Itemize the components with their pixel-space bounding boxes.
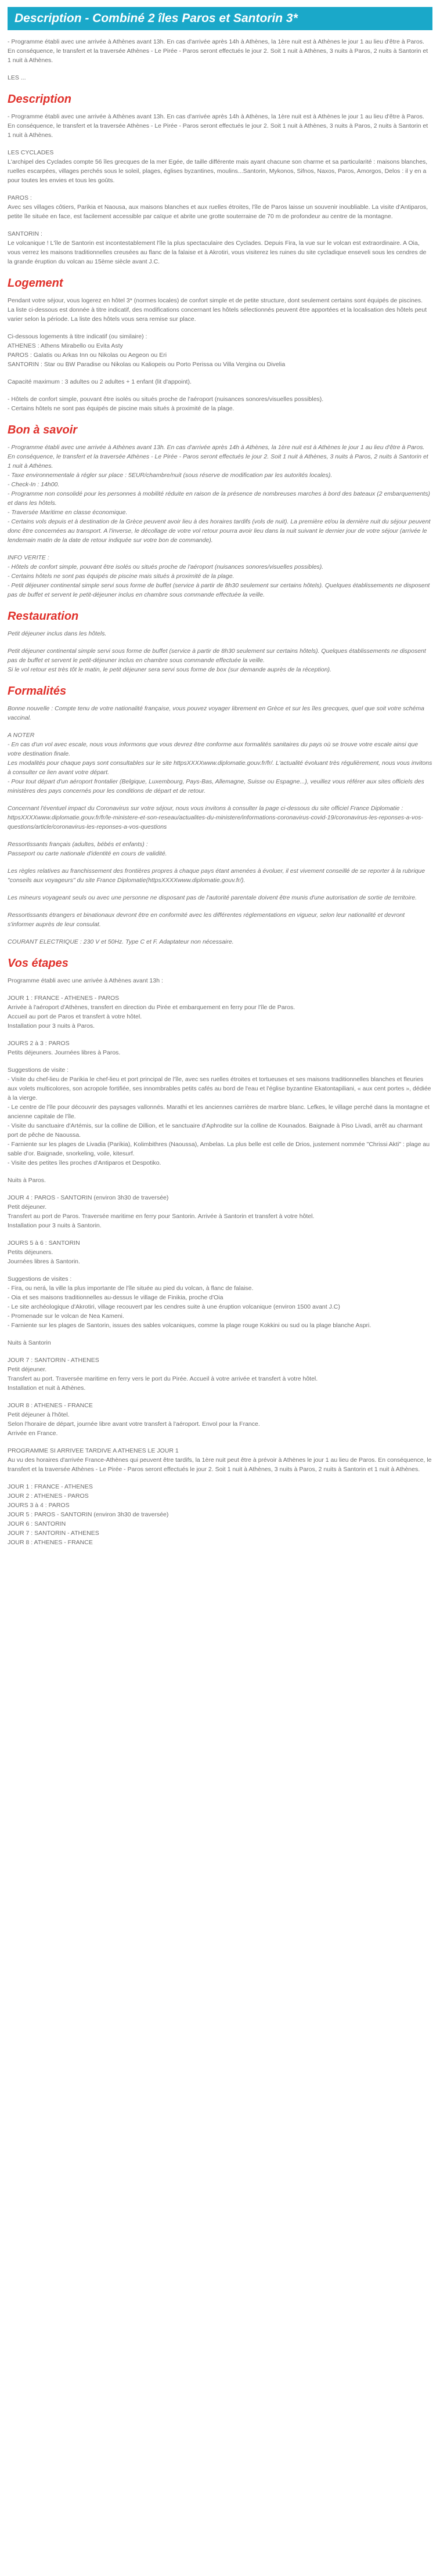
section <box>8 424 432 599</box>
intro <box>8 37 432 82</box>
section <box>8 93 432 266</box>
section-paragraph: Pendant votre séjour, vous logerez en hôtel 3* (normes locales) de confort simple et de petite structure, dont seulement certains sont équipés de piscines. La liste ci-dessous est donnée à titre indicatif, des modifications concernant les hôtels sélectionnés peuvent être apportées et la localisation des hôtels peut varier selon la période. La liste des hôtels vous sera remise sur place. <box>8 297 427 323</box>
section-paragraph: A NOTER - En cas d'un vol avec escale, nous vous informons que vous devrez être conforme aux formalités sanitaires du pays où se trouve votre escale ainsi que votre destination finale. Les modalités pour chaque pays sont consultables sur le site httpsXXXXwww.diplomatie.gouv.fr/fr/. L'actualité évoluant très régulièrement, nous vous invitons à consulter ce lien avant votre départ. - Pour tout départ d'un aéroport frontalier (Belgique, Luxembourg, Pays-Bas, Allemagne, Suisse ou Espagne...), veuillez vous référer aux sites officiels des ministères des pays concernés pour les conditions de départ et de retour. <box>8 732 432 794</box>
section-paragraph: Programme établi avec une arrivée à Athènes avant 13h : <box>8 977 163 984</box>
section-heading: Restauration <box>8 610 79 623</box>
section-paragraph: JOUR 1 : FRANCE - ATHENES - PAROS Arrivée à l'aéroport d'Athènes, transfert en direction du Pirée et embarquement en ferry pour l'île de Paros. Accueil au port de Paros et transfert à votre hôtel. Installation pour 3 nuits à Paros. <box>8 995 295 1029</box>
section-paragraph: Ci-dessous logements à titre indicatif (ou similaire) : ATHENES : Athens Mirabello ou Evita Asty PAROS : Galatis ou Arkas Inn ou Nikolas ou Aegeon ou Eri SANTORIN : Star ou BW Paradise ou Nikolas ou Kaliopeis ou Porto Perissa ou Villa Vergina ou Divelia <box>8 333 286 368</box>
section-heading: Description <box>8 93 72 106</box>
section-paragraph: INFO VERITE : - Hôtels de confort simple, pouvant être isolés ou situés proche de l'aéroport (nuisances sonores/visuelles possibles). - Certains hôtels ne sont pas équipés de piscine mais situés à proximité de la plage. - Petit déjeuner continental simple servi sous forme de buffet (service à partir de 8h30 seulement sur certains hôtels). Quelques établissements ne disposent pas de buffet et servent le petit-déjeuner inclus en chambre sous commande effectuée la veille. <box>8 554 430 598</box>
section-paragraph: JOUR 7 : SANTORIN - ATHENES Petit déjeuner. Transfert au port. Traversée maritime en ferry vers le port du Pirée. Accueil à votre arrivée et transfert à votre hôtel. Installation et nuit à Athènes. <box>8 1357 318 1392</box>
section-paragraph: JOUR 4 : PAROS - SANTORIN (environ 3h30 de traversée) Petit déjeuner. Transfert au port de Paros. Traversée maritime en ferry pour Santorin. Arrivée à Santorin et transfert à votre hôtel. Installation pour 3 nuits à Santorin. <box>8 1194 315 1229</box>
section-paragraph: JOUR 1 : FRANCE - ATHENES JOUR 2 : ATHENES - PAROS JOURS 3 à 4 : PAROS JOUR 5 : PAROS - SANTORIN (environ 3h30 de traversée) JOUR 6 : SANTORIN JOUR 7 : SANTORIN - ATHENES JOUR 8 : ATHENES - FRANCE <box>8 1483 169 1546</box>
section-paragraph: Suggestions de visites : - Fira, ou nerá, la ville la plus importante de l'île située au pied du volcan, à flanc de falaise. - Oia et ses maisons traditionnelles au-dessus le village de Finikia, proche d'Oia - Le site archéologique d'Akrotiri, village recouvert par les cendres suite à une éruption volcanique (environ 1500 avant J.C) - Promenade sur le volcan de Nea Kameni. - Farniente sur les plages de Santorin, issues des sables volcaniques, comme la plage rouge Kokkini ou sud ou la plage blanche Aspri. <box>8 1276 372 1329</box>
section-paragraph: SANTORIN : Le volcanique ! L'île de Santorin est incontestablement l'île la plus spectaculaire des Cyclades. Depuis Fira, la vue sur le volcan est extraordinaire. A Oia, vous verrez les maisons traditionnelles creusées au flanc de la falaise et à Akrotiri, vous visiterez les ruines du site cycladique enseveli sous les cendres de la grande éruption du volcan au 15ème siècle avant J.C. <box>8 230 427 265</box>
section-paragraph: Petit déjeuner inclus dans les hôtels. <box>8 630 107 637</box>
section <box>8 277 432 413</box>
section-paragraph: Bonne nouvelle : Compte tenu de votre nationalité française, vous pouvez voyager librement en Grèce et sur les îles grecques, quel que soit votre schéma vaccinal. <box>8 705 424 721</box>
section-paragraph: Concernant l'éventuel impact du Coronavirus sur votre séjour, nous vous invitons à consulter la page ci-dessous du site officiel France Diplomatie : httpsXXXXwww.diplomatie.gouv.fr/fr/le-ministere-et-son-reseau/actualites-du-ministere/informations-coronavirus-covid-19/coronavirus-les-reponses-a-vos-questions/article/coronavirus-les-reponses-a-vos-questions <box>8 805 423 830</box>
intro-paragraph: - Programme établi avec une arrivée à Athènes avant 13h. En cas d'arrivée après 14h à Athènes, la 1ère nuit est à Athènes le jour 1 au lieu d'être à Paros. En conséquence, le transfert et la traversée Athènes - Le Pirée - Paros seront effectués le jour 2. Soit 1 nuit à Athènes, 3 nuits à Paros, 2 nuits à Santorin et 1 nuit à Athènes. <box>8 38 428 64</box>
section-paragraph: Ressortissants français (adultes, bébés et enfants) : Passeport ou carte nationale d'identité en cours de validité. <box>8 841 167 857</box>
section-paragraph: Les mineurs voyageant seuls ou avec une personne ne disposant pas de l'autorité parentale doivent être munis d'une autorisation de sortie de territoire. <box>8 894 417 901</box>
section-heading: Logement <box>8 277 63 290</box>
section-paragraph: Les règles relatives au franchissement des frontières propres à chaque pays étant amenées à évoluer, il est vivement conseillé de se reporter à la rubrique "conseils aux voyageurs" du site France Diplomatie(httpsXXXXwww.diplomatie.gouv.fr/). <box>8 868 425 884</box>
page-title: Description - Combiné 2 îles Paros et Santorin 3* <box>8 7 432 30</box>
section-heading: Formalités <box>8 685 67 698</box>
section <box>8 957 432 1547</box>
section-paragraph: - Hôtels de confort simple, pouvant être isolés ou situés proche de l'aéroport (nuisances sonores/visuelles possibles). - Certains hôtels ne sont pas équipés de piscine mais situés à proximité de la plage. <box>8 396 324 412</box>
section-paragraph: PAROS : Avec ses villages côtiers, Parikia et Naousa, aux maisons blanches et aux ruelles étroites, l'île de Paros laisse un souvenir inoubliable. La visite d'Antiparos, petite île située en face, est facilement accessible par caïque et abrite une grotte souterraine de 70 m de profondeur au centre de la montagne. <box>8 194 428 220</box>
section <box>8 610 432 674</box>
section-paragraph: JOURS 5 à 6 : SANTORIN Petits déjeuners. Journées libres à Santorin. <box>8 1240 80 1265</box>
section-paragraph: Capacité maximum : 3 adultes ou 2 adultes + 1 enfant (lit d'appoint). <box>8 378 192 385</box>
section-paragraph: Suggestions de visite : - Visite du chef-lieu de Parikia le chef-lieu et port principal de l'île, avec ses ruelles étroites et tortueuses et ses maisons traditionnelles blanches et fleuries aux volets multicolores, son acropole fortifiée, ses innombrables petits cafés au bord de l'eau et l'église byzantine Ekatontapiliani, « aux cent portes », dédiée à la vierge. - Le centre de l'île pour découvrir des paysages vallonnés. Marathi et les anciennes carrières de marbre blanc. Lefkes, le village perché dans la montagne et ancienne capitale de l'île. - Visite du sanctuaire d'Artémis, sur la colline de Dillion, et le sanctuaire d'Aphrodite sur la colline de Kounados. Baignade à Piso Livadi, arrêt au charmant port de pêche de Naoussa. - Farniente sur les plages de Livadia (Parikia), Kolimbithres (Naoussa), Ambelas. La plus belle est celle de Drios, justement nommée "Chrissi Akti" : plage au sable d'or. Baignade, snorkeling, voile, kitesurf. - Visite des petites îles proches d'Antiparos et Despotiko. <box>8 1067 431 1166</box>
section-paragraph: Ressortissants étrangers et binationaux devront être en conformité avec les différentes réglementations en vigueur, selon leur nationalité et devront s'informer auprès de leur consulat. <box>8 912 405 928</box>
sections-container <box>8 93 432 1547</box>
section-paragraph: Petit déjeuner continental simple servi sous forme de buffet (service à partir de 8h30 seulement sur certains hôtels). Quelques établissements ne disposent pas de buffet et servent le petit-déjeuner inclus en chambre sous commande effectuée la veille. Si le vol retour est très tôt le matin, le petit déjeuner sera servi sous forme de box (sur demande auprès de la réception). <box>8 648 426 673</box>
section-paragraph: PROGRAMME SI ARRIVEE TARDIVE A ATHENES LE JOUR 1 Au vu des horaires d'arrivée France-Athènes qui peuvent être tardifs, la 1ère nuit peut être à prévoir à Athènes le jour 1 au lieu de Paros. En conséquence, le transfert et la traversée Athènes - Le Pirée - Paros seront effectués le jour 2. Soit 1 nuit à Athènes, 3 nuits à Paros, 2 nuits à Santorin et 1 nuit à Athènes. <box>8 1447 432 1473</box>
section-paragraph: JOURS 2 à 3 : PAROS Petits déjeuners. Journées libres à Paros. <box>8 1040 121 1056</box>
section-paragraph: LES CYCLADES L'archipel des Cyclades compte 56 îles grecques de la mer Egée, de taille différente mais ayant chacune son charme et sa particularité : maisons blanches, ruelles escarpées, villages perchés sous le soleil, plages, églises byzantines, moulins...Santorin, Mykonos, Sifnos, Naxos, Paros, Amorgos, Delos : il y en a pour toutes les envies et tous les goûts. <box>8 149 428 184</box>
section-paragraph: COURANT ELECTRIQUE : 230 V et 50Hz. Type C et F. Adaptateur non nécessaire. <box>8 938 234 945</box>
section-paragraph: JOUR 8 : ATHENES - FRANCE Petit déjeuner à l'hôtel. Selon l'horaire de départ, journée libre avant votre transfert à l'aéroport. Envol pour la France. Arrivée en France. <box>8 1402 260 1437</box>
section-paragraph: Nuits à Paros. <box>8 1177 46 1184</box>
section-paragraph: - Programme établi avec une arrivée à Athènes avant 13h. En cas d'arrivée après 14h à Athènes, la 1ère nuit est à Athènes le jour 1 au lieu d'être à Paros. En conséquence, le transfert et la traversée Athènes - Le Pirée - Paros seront effectués le jour 2. Soit 1 nuit à Athènes, 3 nuits à Paros, 2 nuits à Santorin et 1 nuit à Athènes. - Taxe environnementale à régler sur place : 5EUR/chambre/nuit (sous réserve de modification par les autorités locales). - Check-In : 14h00. - Programme non consolidé pour les personnes à mobilité réduite en raison de la présence de nombreuses marches à bord des bateaux (2 embarquements) et dans les hôtels. - Traversée Maritime en classe économique. - Certains vols depuis et à destination de la Grèce peuvent avoir lieu à des horaires tardifs (vols de nuit). La première et/ou la dernière nuit du séjour peuvent donc être concernées au transport. A l'inverse, le décollage de votre vol retour pourra avoir lieu dans la nuit suivant le dernier jour de votre séjour (arrivée le lendemain matin de la date de retour indiquée sur votre bon de commande). <box>8 444 431 544</box>
section-paragraph: Nuits à Santorin <box>8 1339 51 1346</box>
section-heading: Bon à savoir <box>8 424 78 436</box>
section-heading: Vos étapes <box>8 957 68 970</box>
intro-paragraph: LES ... <box>8 74 26 81</box>
section-paragraph: - Programme établi avec une arrivée à Athènes avant 13h. En cas d'arrivée après 14h à Athènes, la 1ère nuit est à Athènes le jour 1 au lieu d'être à Paros. En conséquence, le transfert et la traversée Athènes - Le Pirée - Paros seront effectués le jour 2. Soit 1 nuit à Athènes, 3 nuits à Paros, 2 nuits à Santorin et 1 nuit à Athènes. <box>8 113 428 139</box>
section <box>8 685 432 946</box>
